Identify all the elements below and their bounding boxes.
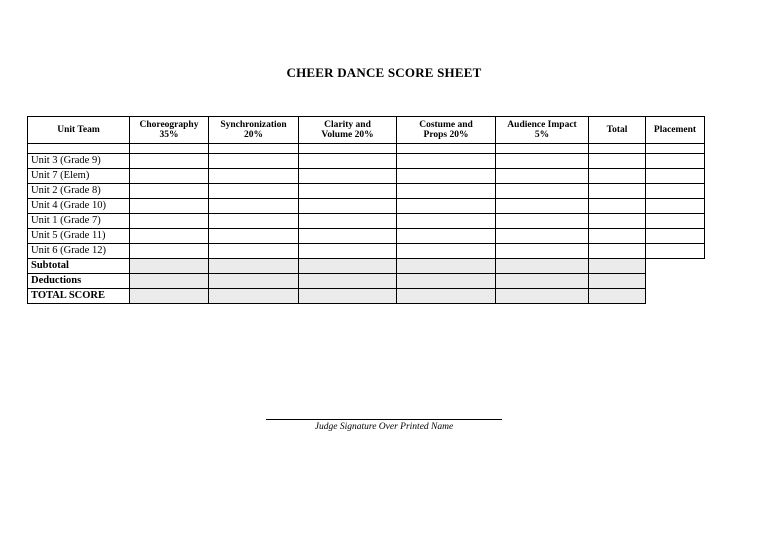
unit-team-name: Unit 5 (Grade 11) bbox=[28, 229, 130, 244]
score-cell bbox=[496, 274, 589, 289]
score-cell bbox=[209, 244, 299, 259]
table-row bbox=[28, 199, 705, 214]
score-cell bbox=[397, 199, 496, 214]
score-cell bbox=[589, 169, 646, 184]
score-cell bbox=[646, 244, 705, 259]
score-cell bbox=[397, 184, 496, 199]
header-choreography bbox=[130, 117, 209, 144]
score-cell bbox=[299, 214, 397, 229]
deductions-row bbox=[28, 274, 705, 289]
score-cell bbox=[209, 169, 299, 184]
score-cell bbox=[496, 184, 589, 199]
score-cell bbox=[209, 229, 299, 244]
score-cell bbox=[299, 199, 397, 214]
score-cell bbox=[496, 214, 589, 229]
score-cell bbox=[130, 229, 209, 244]
score-cell bbox=[209, 259, 299, 274]
score-cell bbox=[646, 199, 705, 214]
score-cell bbox=[209, 199, 299, 214]
score-cell bbox=[589, 214, 646, 229]
score-cell bbox=[589, 289, 646, 304]
header-audience-weight: 5% bbox=[534, 130, 550, 140]
score-cell bbox=[299, 274, 397, 289]
score-cell bbox=[397, 259, 496, 274]
score-cell bbox=[299, 154, 397, 169]
score-cell bbox=[130, 184, 209, 199]
score-cell bbox=[130, 259, 209, 274]
score-cell bbox=[397, 274, 496, 289]
score-cell bbox=[28, 144, 130, 154]
header-unit-team: Unit Team bbox=[28, 117, 130, 144]
score-cell bbox=[496, 244, 589, 259]
header-costume-weight: Props 20% bbox=[423, 130, 469, 140]
score-cell bbox=[397, 289, 496, 304]
empty-cell bbox=[646, 259, 705, 274]
score-cell bbox=[397, 154, 496, 169]
score-cell bbox=[299, 229, 397, 244]
score-cell bbox=[209, 274, 299, 289]
score-cell bbox=[646, 144, 705, 154]
score-cell bbox=[397, 214, 496, 229]
score-cell bbox=[130, 144, 209, 154]
spacer-row bbox=[28, 144, 705, 154]
score-cell bbox=[299, 169, 397, 184]
table-row bbox=[28, 169, 705, 184]
score-cell bbox=[646, 214, 705, 229]
table-row bbox=[28, 184, 705, 199]
score-cell bbox=[496, 259, 589, 274]
header-row bbox=[28, 117, 705, 144]
score-cell bbox=[589, 259, 646, 274]
score-cell bbox=[646, 184, 705, 199]
empty-cell bbox=[646, 274, 705, 289]
score-cell bbox=[496, 144, 589, 154]
score-cell bbox=[589, 244, 646, 259]
signature-line bbox=[266, 419, 502, 420]
header-audience-impact bbox=[496, 117, 589, 144]
table-row bbox=[28, 229, 705, 244]
header-clarity-weight: Volume 20% bbox=[321, 130, 374, 140]
score-cell bbox=[209, 214, 299, 229]
table-row bbox=[28, 154, 705, 169]
score-cell bbox=[646, 169, 705, 184]
header-synchronization bbox=[209, 117, 299, 144]
score-cell bbox=[299, 184, 397, 199]
score-cell bbox=[209, 144, 299, 154]
table-row bbox=[28, 244, 705, 259]
score-cell bbox=[130, 214, 209, 229]
score-cell bbox=[209, 289, 299, 304]
header-clarity-volume bbox=[299, 117, 397, 144]
header-placement: Placement bbox=[646, 117, 705, 144]
score-cell bbox=[397, 229, 496, 244]
score-cell bbox=[589, 199, 646, 214]
score-cell bbox=[496, 289, 589, 304]
score-cell bbox=[130, 274, 209, 289]
header-choreography-label: Choreography bbox=[139, 119, 199, 130]
score-cell bbox=[496, 199, 589, 214]
score-cell bbox=[589, 229, 646, 244]
unit-team-name: Unit 1 (Grade 7) bbox=[28, 214, 130, 229]
score-table bbox=[27, 116, 705, 304]
unit-team-name: Unit 6 (Grade 12) bbox=[28, 244, 130, 259]
header-audience-label: Audience Impact bbox=[507, 119, 577, 130]
subtotal-row bbox=[28, 259, 705, 274]
score-cell bbox=[589, 184, 646, 199]
header-total: Total bbox=[589, 117, 646, 144]
score-cell bbox=[299, 144, 397, 154]
score-cell bbox=[299, 289, 397, 304]
score-cell bbox=[397, 169, 496, 184]
header-synchronization-weight: 20% bbox=[244, 130, 263, 140]
score-cell bbox=[209, 154, 299, 169]
header-synchronization-label: Synchronization bbox=[220, 119, 287, 130]
empty-cell bbox=[646, 289, 705, 304]
score-cell bbox=[130, 199, 209, 214]
table-row bbox=[28, 214, 705, 229]
score-cell bbox=[299, 259, 397, 274]
score-cell bbox=[589, 144, 646, 154]
total-score-label: TOTAL SCORE bbox=[28, 289, 130, 304]
subtotal-label: Subtotal bbox=[28, 259, 130, 274]
score-cell bbox=[130, 169, 209, 184]
score-cell bbox=[496, 169, 589, 184]
unit-team-name: Unit 3 (Grade 9) bbox=[28, 154, 130, 169]
header-choreography-weight: 35% bbox=[159, 130, 179, 140]
score-cell bbox=[646, 154, 705, 169]
score-cell bbox=[589, 274, 646, 289]
score-cell bbox=[589, 154, 646, 169]
header-clarity-label: Clarity and bbox=[324, 119, 371, 130]
score-cell bbox=[496, 154, 589, 169]
unit-team-name: Unit 4 (Grade 10) bbox=[28, 199, 130, 214]
score-cell bbox=[130, 289, 209, 304]
score-cell bbox=[397, 144, 496, 154]
score-cell bbox=[646, 229, 705, 244]
deductions-label: Deductions bbox=[28, 274, 130, 289]
score-cell bbox=[209, 184, 299, 199]
score-cell bbox=[397, 244, 496, 259]
score-cell bbox=[496, 229, 589, 244]
signature-label: Judge Signature Over Printed Name bbox=[314, 422, 454, 432]
score-cell bbox=[130, 154, 209, 169]
unit-team-name: Unit 7 (Elem) bbox=[28, 169, 130, 184]
score-cell bbox=[130, 244, 209, 259]
header-costume-props bbox=[397, 117, 496, 144]
unit-team-name: Unit 2 (Grade 8) bbox=[28, 184, 130, 199]
score-cell bbox=[299, 244, 397, 259]
page-title: CHEER DANCE SCORE SHEET bbox=[286, 65, 482, 80]
total-score-row bbox=[28, 289, 705, 304]
header-costume-label: Costume and bbox=[419, 119, 473, 130]
